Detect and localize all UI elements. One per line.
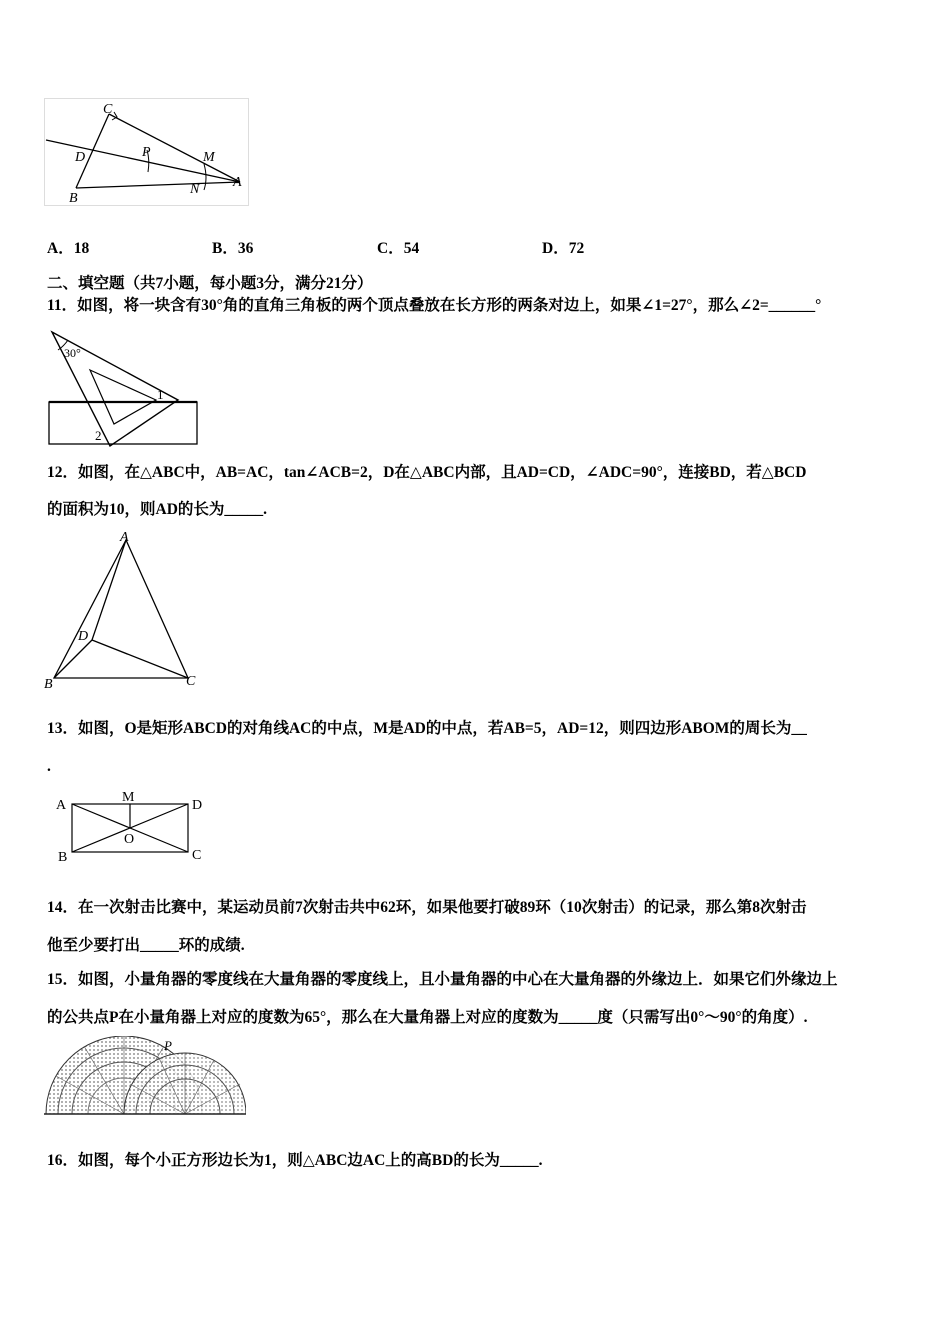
arc-mark-a [204,164,206,190]
segment-ad [92,540,126,640]
label-n: N [190,182,200,197]
segment-ca [109,114,240,182]
label-d: D [78,629,89,644]
figure-q15-protractors [44,1036,246,1118]
label-a: A [120,530,129,545]
label-p: P [142,145,151,160]
figure-q10 [44,98,249,206]
label-angle-1: 1 [157,387,164,402]
segment-ba [76,182,240,188]
q13-line1: 13．如图，O是矩形ABCD的对角线AC的中点，M是AD的中点，若AB=5，AD=12，则四边形ABOM的周长为__ [47,720,807,737]
q10-option-b: B．36 [212,240,254,257]
label-a: A [233,175,242,190]
label-m: M [122,790,135,805]
label-angle-2: 2 [95,428,102,443]
label-b: B [58,850,68,865]
label-d: D [75,150,86,165]
figure-q12 [40,528,210,694]
q12-line1: 12．如图，在△ABC中，AB=AC，tan∠ACB=2，D在△ABC内部，且AD=CD，∠ADC=90°，连接BD，若△BCD [47,464,807,481]
figure-q13 [50,786,215,866]
label-m: M [203,150,215,165]
q10-option-c: C．54 [377,240,420,257]
q16-text: 16．如图，每个小正方形边长为1，则△ABC边AC上的高BD的长为_____. [47,1152,543,1169]
q11-text: 11．如图，将一块含有30°角的直角三角板的两个顶点叠放在长方形的两条对边上，如果∠1=27°，那么∠2=______° [47,297,822,314]
q12-line2: 的面积为10，则AD的长为_____. [47,501,268,518]
segment-bd [54,640,92,678]
label-c: C [103,102,113,117]
q15-line1: 15．如图，小量角器的零度线在大量角器的零度线上，且小量角器的中心在大量角器的外缘边上．如果它们外缘边上 [47,971,838,988]
label-d: D [192,798,203,813]
q14-line2: 他至少要打出_____环的成绩. [47,937,245,954]
label-c: C [192,848,202,863]
label-a: A [56,798,67,813]
label-b: B [44,677,53,692]
label-p: P [164,1038,172,1053]
section-heading: 二、填空题（共7小题，每小题3分，满分21分） [47,275,373,292]
triangle-inner [90,370,156,424]
label-c: C [186,674,196,689]
label-b: B [69,191,78,206]
q10-option-d: D．72 [542,240,585,257]
label-o: O [124,832,135,847]
label-30deg: 30° [64,346,81,360]
q13-line2: . [47,758,51,775]
q10-option-a: A．18 [47,240,90,257]
q14-line1: 14．在一次射击比赛中，某运动员前7次射击共中62环，如果他要打破89环（10次射击）的记录，那么第8次射击 [47,899,807,916]
q15-line2: 的公共点P在小量角器上对应的度数为65°，那么在大量角器上对应的度数为_____度（只需写出0°～90°的角度）. [47,1009,808,1026]
figure-q11 [44,328,204,448]
